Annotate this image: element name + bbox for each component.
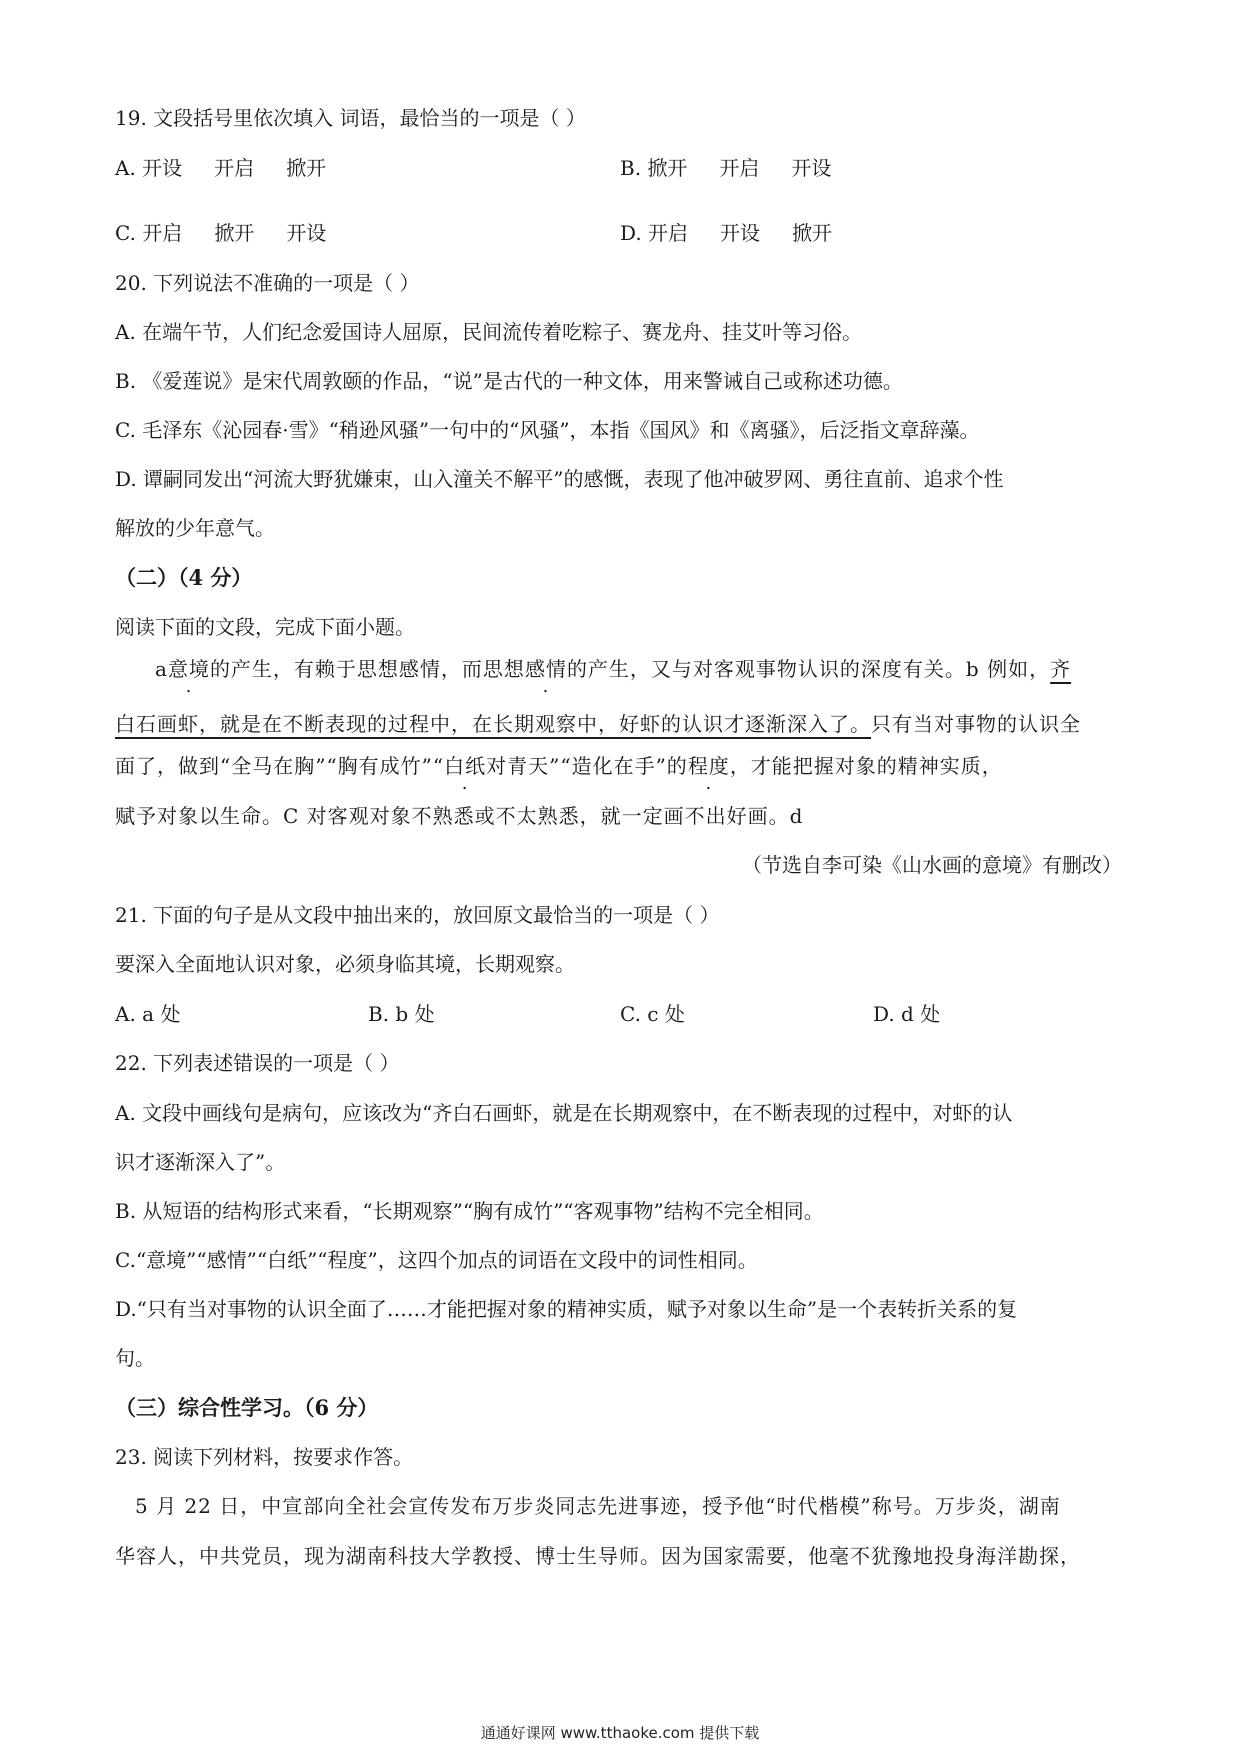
material-line-2: 华容人，中共党员，现为湖南科技大学教授、博士生导师。因为国家需要，他毫不犹豫地投身海洋勘探， <box>115 1544 1081 1568</box>
q22-stem: 22. 下列表述错误的一项是（ ） <box>115 1051 400 1075</box>
q21-option-d: D. d 处 <box>873 1002 941 1026</box>
dotted-word-ganqing: 感情 <box>524 657 567 681</box>
underlined-sentence: 白石画虾，就是在不断表现的过程中，在长期观察中，好虾的认识才逐渐深入了。 <box>115 712 871 736</box>
q21-stem: 21. 下面的句子是从文段中抽出来的，放回原文最恰当的一项是（ ） <box>115 903 720 927</box>
q19-stem: 19. 文段括号里依次填入 词语，最恰当的一项是（ ） <box>115 106 586 130</box>
q22-option-d-line2: 句。 <box>115 1346 155 1370</box>
underlined-sentence-start: 齐 <box>1050 657 1072 681</box>
q20-option-d-line1: D. 谭嗣同发出“河流大野犹嫌束，山入潼关不解平”的感慨，表现了他冲破罗网、勇往直前、追求个性 <box>115 467 1004 491</box>
q21-option-a: A. a 处 <box>115 1002 181 1026</box>
q19-option-a: A. 开设 开启 掀开 <box>115 156 327 180</box>
q19-option-b: B. 掀开 开启 开设 <box>620 156 832 180</box>
q20-option-b: B. 《爱莲说》是宋代周敦颐的作品，“说”是古代的一种文体，用来警诫自己或称述功德。 <box>115 369 903 393</box>
q23-stem: 23. 阅读下列材料，按要求作答。 <box>115 1445 414 1469</box>
q21-option-b: B. b 处 <box>368 1002 435 1026</box>
passage-line-1: a意境的产生，有赖于思想感情，而思想感情的产生，又与对客观事物认识的深度有关。b 例如，齐 <box>155 657 1072 681</box>
q21-option-c: C. c 处 <box>620 1002 685 1026</box>
passage-line-3: 面了，做到“全马在胸”“胸有成竹”“白纸对青天”“造化在手”的程度，才能把握对象的精神实质， <box>115 754 1003 778</box>
material-line-1: 5 月 22 日，中宣部向全社会宣传发布万步炎同志先进事迹，授予他“时代楷模”称号。万步炎，湖南 <box>135 1494 1061 1518</box>
dotted-word-yijing: 意境 <box>167 657 210 681</box>
q19-option-d: D. 开启 开设 掀开 <box>620 221 833 245</box>
passage-line-4: 赋予对象以生命。C 对客观对象不熟悉或不太熟悉，就一定画不出好画。d <box>115 804 804 828</box>
dotted-word-chengdu: 程度 <box>687 754 730 778</box>
q20-stem: 20. 下列说法不准确的一项是（ ） <box>115 271 420 295</box>
section3-title: （三）综合性学习。（6 分） <box>115 1395 379 1420</box>
q20-option-c: C. 毛泽东《沁园春·雪》“稍逊风骚”一句中的“风骚”，本指《国风》和《离骚》，后泛指文章辞藻。 <box>115 418 980 442</box>
q20-option-a: A. 在端午节，人们纪念爱国诗人屈原，民间流传着吃粽子、赛龙舟、挂艾叶等习俗。 <box>115 320 863 344</box>
q22-option-c: C.“意境”“感情”“白纸”“程度”，这四个加点的词语在文段中的词性相同。 <box>115 1248 758 1272</box>
section2-intro: 阅读下面的文段，完成下面小题。 <box>115 615 415 639</box>
q22-option-a-line1: A. 文段中画线句是病句，应该改为“齐白石画虾，就是在长期观察中，在不断表现的过程中，对虾的认 <box>115 1101 1013 1125</box>
q22-option-b: B. 从短语的结构形式来看，“长期观察”“胸有成竹”“客观事物”结构不完全相同。 <box>115 1199 824 1223</box>
q22-option-d-line1: D.“只有当对事物的认识全面了……才能把握对象的精神实质，赋予对象以生命”是一个表转折关系的复 <box>115 1297 1018 1321</box>
q20-option-d-line2: 解放的少年意气。 <box>115 516 275 540</box>
passage-source: （节选自李可染《山水画的意境》有删改） <box>742 853 1122 877</box>
dotted-word-baizhi: 白纸 <box>444 754 487 778</box>
q19-option-c: C. 开启 掀开 开设 <box>115 221 327 245</box>
section2-title: （二）（4 分） <box>115 565 253 590</box>
passage-line-2: 白石画虾，就是在不断表现的过程中，在长期观察中，好虾的认识才逐渐深入了。只有当对事物的认识全 <box>115 712 1081 736</box>
q21-sentence: 要深入全面地认识对象，必须身临其境，长期观察。 <box>115 952 575 976</box>
footer-source: 通通好课网 www.tthaoke.com 提供下载 <box>480 1724 760 1742</box>
q22-option-a-line2: 识才逐渐深入了”。 <box>115 1150 286 1174</box>
